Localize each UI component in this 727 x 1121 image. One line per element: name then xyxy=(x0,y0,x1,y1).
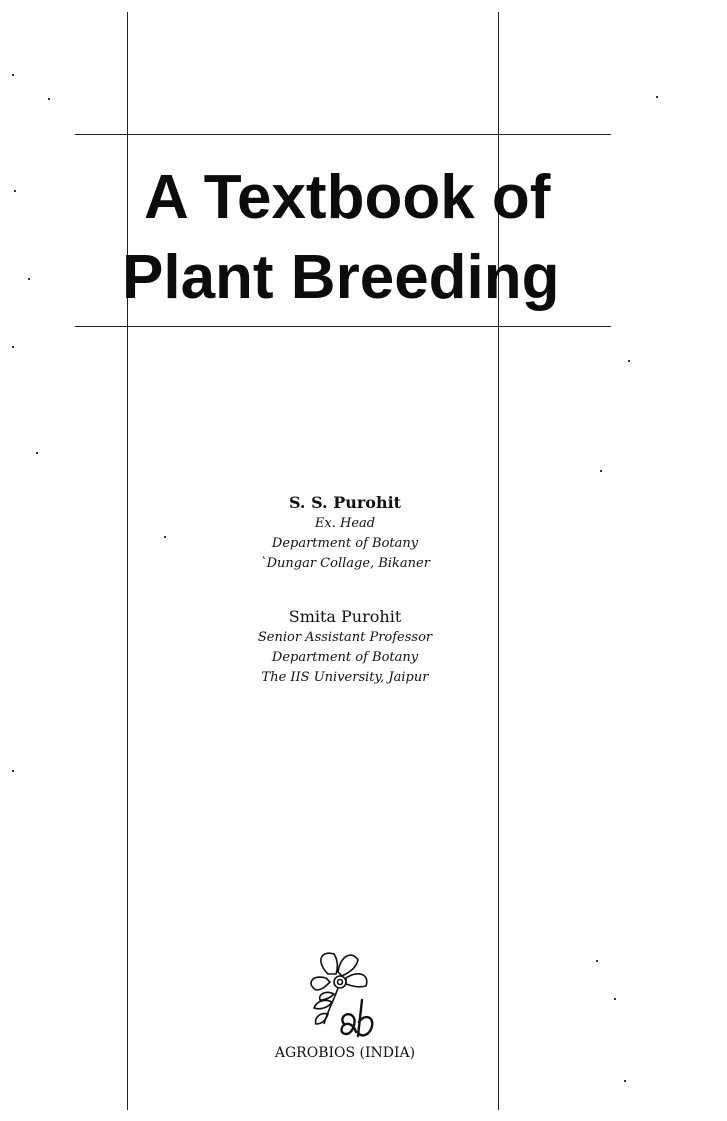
author-block-1 xyxy=(190,492,500,574)
author-affiliation-line: Senior Assistant Professor xyxy=(257,630,433,645)
scan-speck xyxy=(14,190,16,192)
scan-speck xyxy=(624,1080,626,1082)
scan-speck xyxy=(164,536,166,538)
scan-speck xyxy=(596,960,598,962)
top-horizontal-rule xyxy=(75,134,611,135)
book-title-line-1: A Textbook of xyxy=(144,163,551,232)
scan-speck xyxy=(614,998,616,1000)
scan-speck xyxy=(28,278,30,280)
author-name: S. S. Purohit xyxy=(288,493,402,512)
scan-speck xyxy=(12,770,14,772)
author-name: Smita Purohit xyxy=(288,607,402,626)
scan-speck xyxy=(628,360,630,362)
author-affiliation-line: `Dungar Collage, Bikaner xyxy=(260,556,430,571)
book-title xyxy=(122,158,592,318)
scan-speck xyxy=(12,346,14,348)
author-affiliation-line: Department of Botany xyxy=(271,536,419,551)
book-title-line-2: Plant Breeding xyxy=(122,243,560,312)
scan-speck xyxy=(656,96,658,98)
agrobios-flower-logo-icon xyxy=(298,944,394,1044)
bottom-horizontal-rule xyxy=(75,326,611,327)
author-block-2 xyxy=(190,606,500,688)
scan-speck xyxy=(36,452,38,454)
author-affiliation-line: The IIS University, Jaipur xyxy=(261,670,429,685)
author-affiliation-line: Ex. Head xyxy=(314,516,376,531)
author-affiliation-line: Department of Botany xyxy=(271,650,419,665)
scan-speck xyxy=(12,74,14,76)
publisher-name: AGROBIOS (INDIA) xyxy=(274,1045,416,1061)
scan-speck xyxy=(48,98,50,100)
scan-speck xyxy=(600,470,602,472)
